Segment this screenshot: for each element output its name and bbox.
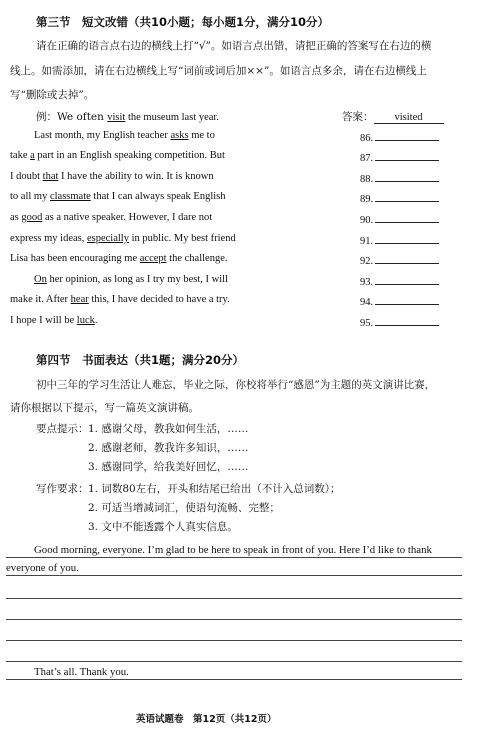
question-number: 87. <box>360 153 374 164</box>
writing-line <box>6 679 462 680</box>
points-label: 要点提示： <box>36 423 89 435</box>
marked-word: hear <box>70 294 89 305</box>
answer-blank[interactable] <box>375 191 439 202</box>
section4-title: 第四节 书面表达（共1题；满分20分） <box>36 353 245 367</box>
answer-blank[interactable] <box>375 274 439 285</box>
writing-line <box>6 575 462 576</box>
passage-line: I hope I will be luck. <box>10 315 98 326</box>
passage-line: to all my classmate that I can always speak English <box>10 191 226 202</box>
answer-blank[interactable] <box>375 130 439 141</box>
passage-line: I doubt that I have the ability to win. It is known <box>10 171 214 182</box>
passage-line: Last month, my English teacher asks me to <box>34 130 215 141</box>
point-item: 2. 感谢老师，教我许多知识，…… <box>88 442 249 454</box>
answer-blank[interactable] <box>375 315 439 326</box>
answer-slot[interactable] <box>360 253 439 267</box>
answer-slot[interactable] <box>360 191 439 205</box>
answer-slot[interactable] <box>360 212 439 226</box>
marked-word: especially <box>86 233 129 244</box>
answer-slot[interactable] <box>360 130 439 144</box>
marked-word: good <box>21 212 43 223</box>
section3-instruction-3: 写“删除或去掉”。 <box>10 89 95 101</box>
essay-opening-line-1: Good morning, everyone. I’m glad to be here to speak in front of you. Here I’d like to thank <box>34 544 432 556</box>
question-number: 91. <box>360 236 374 247</box>
passage-line: Lisa has been encouraging me accept the challenge. <box>10 253 228 264</box>
writing-line[interactable] <box>6 598 462 599</box>
passage-line: On her opinion, as long as I try my best, I will <box>34 274 228 285</box>
example-answer: 答案： visited <box>342 109 444 124</box>
marked-word: On <box>34 274 47 285</box>
section4-intro-1: 初中三年的学习生活让人难忘，毕业之际，你校将举行“感恩”为主题的英文演讲比赛， <box>36 379 436 391</box>
writing-line <box>6 557 462 558</box>
question-number: 88. <box>360 174 374 185</box>
writing-line[interactable] <box>6 619 462 620</box>
passage-line: express my ideas, especially in public. My best friend <box>10 233 236 244</box>
essay-closing-line: That’s all. Thank you. <box>34 666 129 678</box>
question-number: 93. <box>360 277 374 288</box>
answer-blank[interactable] <box>375 294 439 305</box>
section3-title: 第三节 短文改错（共10小题；每小题1分，满分10分） <box>36 15 330 29</box>
question-number: 94. <box>360 297 374 308</box>
writing-line[interactable] <box>6 640 462 641</box>
marked-word: asks <box>170 130 189 141</box>
requirement-item: 1. 词数80左右，开头和结尾已给出（不计入总词数）； <box>88 483 341 495</box>
marked-word: classmate <box>49 191 91 202</box>
marked-word: accept <box>139 253 167 264</box>
point-item: 1. 感谢父母，教我如何生活，…… <box>88 423 249 435</box>
requirements-label: 写作要求： <box>36 483 89 495</box>
question-number: 92. <box>360 256 374 267</box>
page-footer: 英语试题卷 第12页（共12页） <box>136 714 277 725</box>
writing-line[interactable] <box>6 661 462 662</box>
passage-line: make it. After hear this, I have decided to have a try. <box>10 294 230 305</box>
passage-line: take a part in an English speaking competition. But <box>10 150 225 161</box>
section3-instruction-2: 线上。如需添加，请在右边横线上写“词前或词后加××”。如语言点多余，请在右边横线上 <box>10 65 427 77</box>
answer-slot[interactable] <box>360 294 439 308</box>
section4-intro-2: 请你根据以下提示，写一篇英文演讲稿。 <box>10 402 199 414</box>
answer-slot[interactable] <box>360 150 439 164</box>
answer-blank[interactable] <box>375 212 439 223</box>
answer-slot[interactable] <box>360 274 439 288</box>
answer-slot[interactable] <box>360 171 439 185</box>
answer-slot[interactable] <box>360 315 439 329</box>
passage-line: as good as a native speaker. However, I dare not <box>10 212 213 223</box>
marked-word: luck <box>76 315 95 326</box>
question-number: 95. <box>360 318 374 329</box>
answer-blank[interactable] <box>375 253 439 264</box>
point-item: 3. 感谢同学，给我美好回忆，…… <box>88 461 249 473</box>
requirement-item: 3. 文中不能透露个人真实信息。 <box>88 521 238 533</box>
question-number: 90. <box>360 215 374 226</box>
marked-word: that <box>42 171 59 182</box>
answer-blank[interactable] <box>375 150 439 161</box>
section3-instruction-1: 请在正确的语言点右边的横线上打“√”。如语言点出错，请把正确的答案写在右边的横 <box>36 40 432 52</box>
essay-opening-line-2: everyone of you. <box>6 562 79 574</box>
question-number: 89. <box>360 194 374 205</box>
answer-blank[interactable] <box>375 171 439 182</box>
answer-blank[interactable] <box>375 233 439 244</box>
answer-slot[interactable] <box>360 233 439 247</box>
marked-word: a <box>30 150 35 161</box>
question-number: 86. <box>360 133 374 144</box>
requirement-item: 2. 可适当增减词汇，使语句流畅、完整； <box>88 502 280 514</box>
example-sentence: 例：We often visit the museum last year. <box>36 111 219 123</box>
